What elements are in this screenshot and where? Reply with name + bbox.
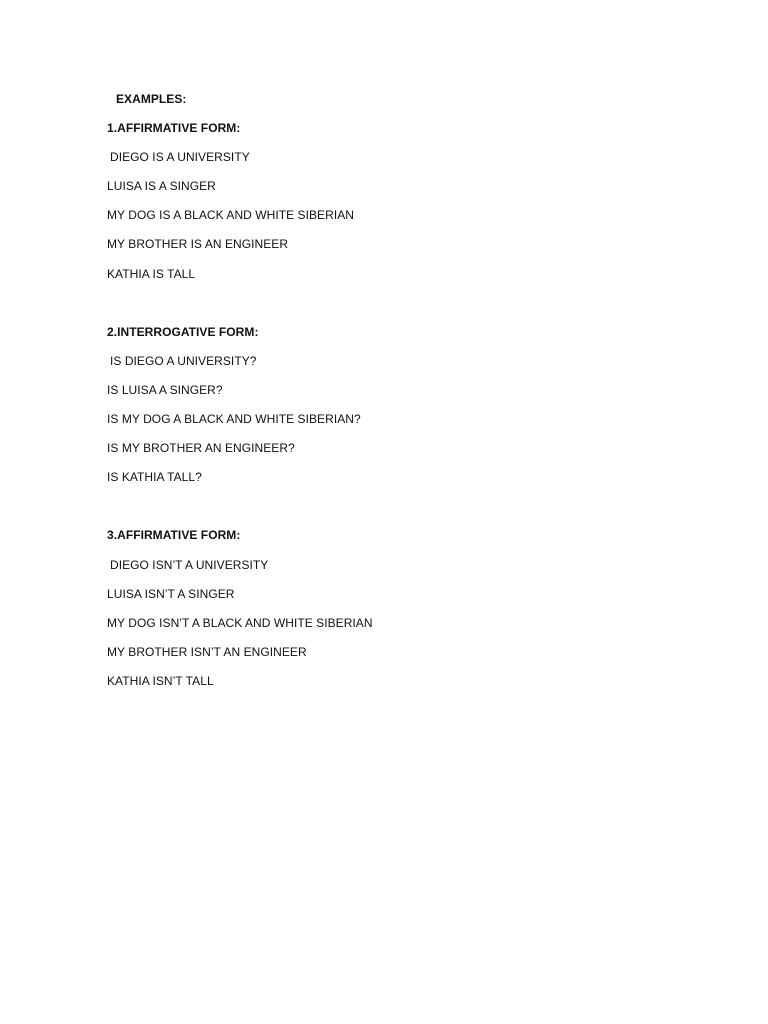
example-line: MY BROTHER ISN’T AN ENGINEER bbox=[107, 644, 307, 659]
example-line: KATHIA ISN’T TALL bbox=[107, 673, 214, 688]
example-line: IS KATHIA TALL? bbox=[107, 470, 202, 485]
example-line: LUISA IS A SINGER bbox=[107, 179, 216, 194]
example-line: IS DIEGO A UNIVERSITY? bbox=[110, 353, 257, 368]
example-line: MY DOG IS A BLACK AND WHITE SIBERIAN bbox=[107, 208, 354, 223]
document-content bbox=[107, 92, 707, 703]
section-title-affirmative: 1.AFFIRMATIVE FORM: bbox=[107, 121, 241, 136]
example-line: IS MY DOG A BLACK AND WHITE SIBERIAN? bbox=[107, 412, 361, 427]
section-spacer bbox=[107, 499, 707, 514]
example-line: DIEGO IS A UNIVERSITY bbox=[110, 150, 250, 165]
example-line: KATHIA IS TALL bbox=[107, 266, 196, 281]
example-line: IS LUISA A SINGER? bbox=[107, 382, 223, 397]
example-line: MY DOG ISN’T A BLACK AND WHITE SIBERIAN bbox=[107, 615, 373, 630]
section-spacer bbox=[107, 296, 707, 311]
example-line: IS MY BROTHER AN ENGINEER? bbox=[107, 441, 295, 456]
example-line: LUISA ISN’T A SINGER bbox=[107, 586, 235, 601]
examples-heading: EXAMPLES: bbox=[116, 92, 187, 106]
example-line: MY BROTHER IS AN ENGINEER bbox=[107, 237, 289, 252]
section-title-negative: 3.AFFIRMATIVE FORM: bbox=[107, 528, 241, 543]
section-title-interrogative: 2.INTERROGATIVE FORM: bbox=[107, 324, 259, 339]
example-line: DIEGO ISN’T A UNIVERSITY bbox=[110, 557, 269, 572]
